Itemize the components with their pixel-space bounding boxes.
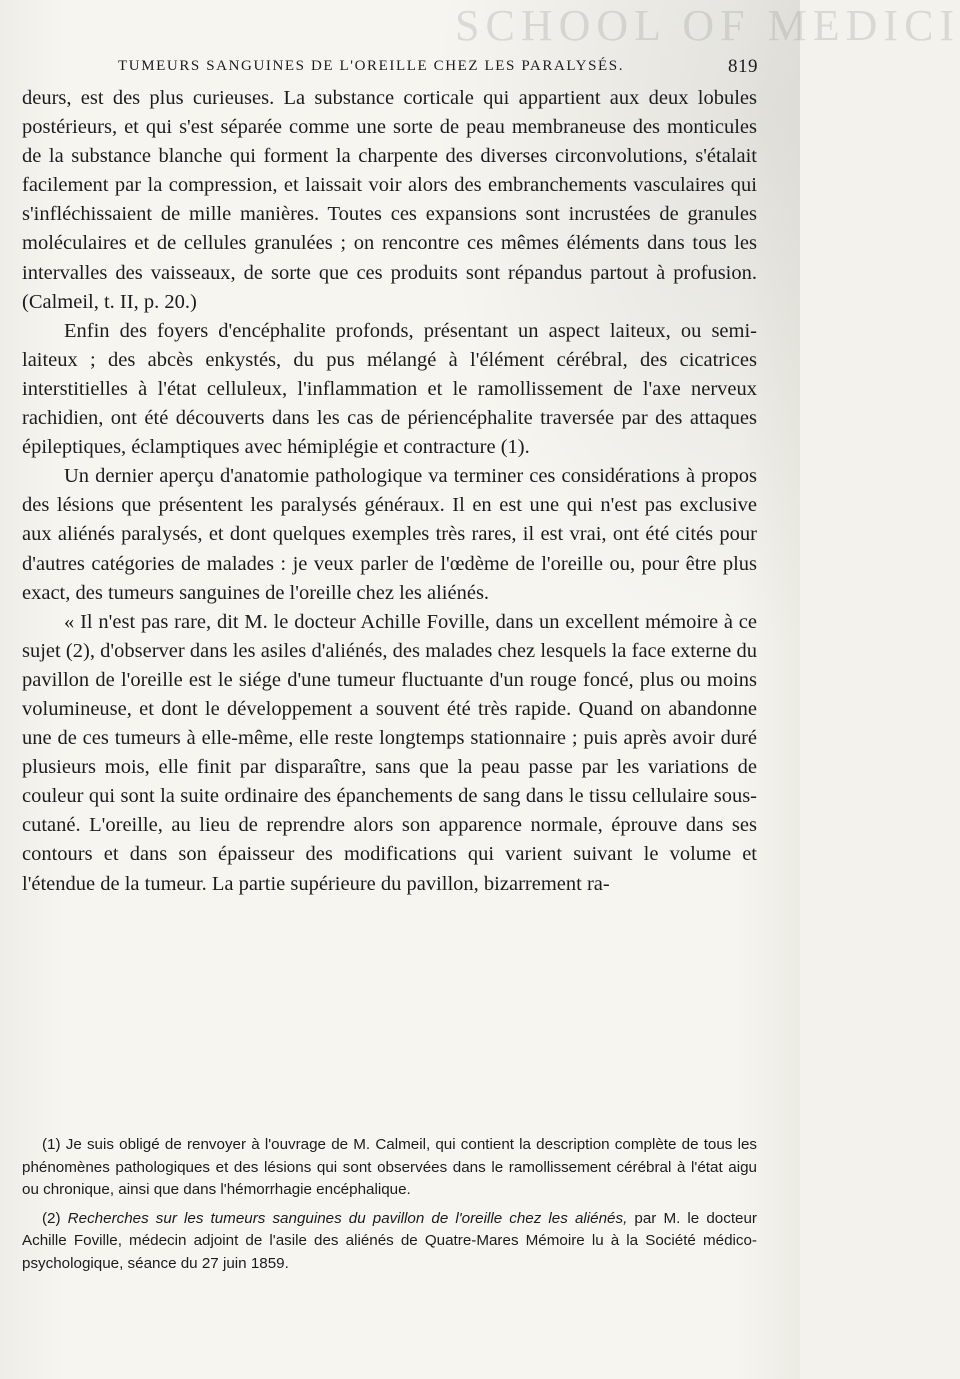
paragraph-continuation: deurs, est des plus curieuses. La substance corticale qui appartient aux deux lobules postérieurs, et qui s'est séparée comme une sorte de peau membraneuse des monticules de la substance blanche qui forment la charpente des diverses circonvolutions, s'étalait facilement par la compression, et laissait voir alors des embranchements vasculaires qui s'infléchissaient de mille manières. Toutes ces expansions sont incrustées de granules moléculaires et de cellules granulées ; on rencontre ces mêmes éléments dans tous les intervalles des vaisseaux, de sorte que ces produits sont répandus partout à profusion. (Calmeil, t. II, p. 20.) [22,87,757,313]
footnote-2-title: Recherches sur les tumeurs sanguines du pavillon de l'oreille chez les aliénés, [67,1209,628,1227]
footnote-2-marker: (2) [42,1209,61,1227]
footnote-2-details: par M. le docteur Achille Foville, médecin adjoint de l'asile des aliénés de Quatre-Mares Mémoire lu à la Société médico-psychologique, séance du 27 juin 1859. [22,1209,757,1272]
page-number: 819 [728,56,758,77]
footnotes [22,1134,757,1282]
paragraph-foville-quote: « Il n'est pas rare, dit M. le docteur Achille Foville, dans un excellent mémoire à ce sujet (2), d'observer dans les asiles d'aliénés, des malades chez lesquels la face externe du pavillon de l'oreille est le siége d'une tumeur fluctuante d'un rouge foncé, plus ou moins volumineuse, et dont le développement a souvent été très rapide. Quand on abandonne une de ces tumeurs à elle-même, elle reste longtemps stationnaire ; puis après avoir duré plusieurs mois, elle finit par disparaître, sans que la peau passe par les variations de couleur qui sont la suite ordinaire des épanchements de sang dans le tissu cellulaire sous-cutané. L'oreille, au lieu de reprendre alors son apparence normale, éprouve dans ses contours et dans son épaisseur des modifications qui varient suivant le volume et l'étendue de la tumeur. La partie supérieure du pavillon, bizarrement ra- [22,610,757,895]
running-header [118,58,758,75]
paragraph-encephalite: Enfin des foyers d'encéphalite profonds, présentant un aspect laiteux, ou semi-laiteux ; des abcès enkystés, du pus mélangé à l'élément cérébral, des cicatrices interstitielles à l'état celluleux, l'inflammation et le ramollissement de l'axe nerveux rachidien, ont été découverts dans les cas de périencéphalite traversée par des attaques épileptiques, éclamptiques avec hémiplégie et contracture (1). [22,319,757,459]
library-stamp: SCHOOL OF MEDICI [455,1,960,50]
body-text [22,84,757,899]
running-title: TUMEURS SANGUINES DE L'OREILLE CHEZ LES PARALYSÉS. [118,58,625,74]
footnote-2 [22,1208,757,1276]
paragraph-anatomie: Un dernier aperçu d'anatomie pathologique va terminer ces considérations à propos des lésions que présentent les paralysés généraux. Il en est une qui n'est pas exclusive aux aliénés paralysés, et dont quelques exemples très rares, il est vrai, ont été cités pour d'autres catégories de malades : je veux parler de l'œdème de l'oreille ou, pour être plus exact, des tumeurs sanguines de l'oreille chez les aliénés. [22,465,757,604]
footnote-1: (1) Je suis obligé de renvoyer à l'ouvrage de M. Calmeil, qui contient la description complète de tous les phénomènes pathologiques et des lésions qui sont observées dans le ramollissement cérébral à l'état aigu ou chronique, ainsi que dans l'hémorrhagie encéphalique. [22,1136,757,1199]
